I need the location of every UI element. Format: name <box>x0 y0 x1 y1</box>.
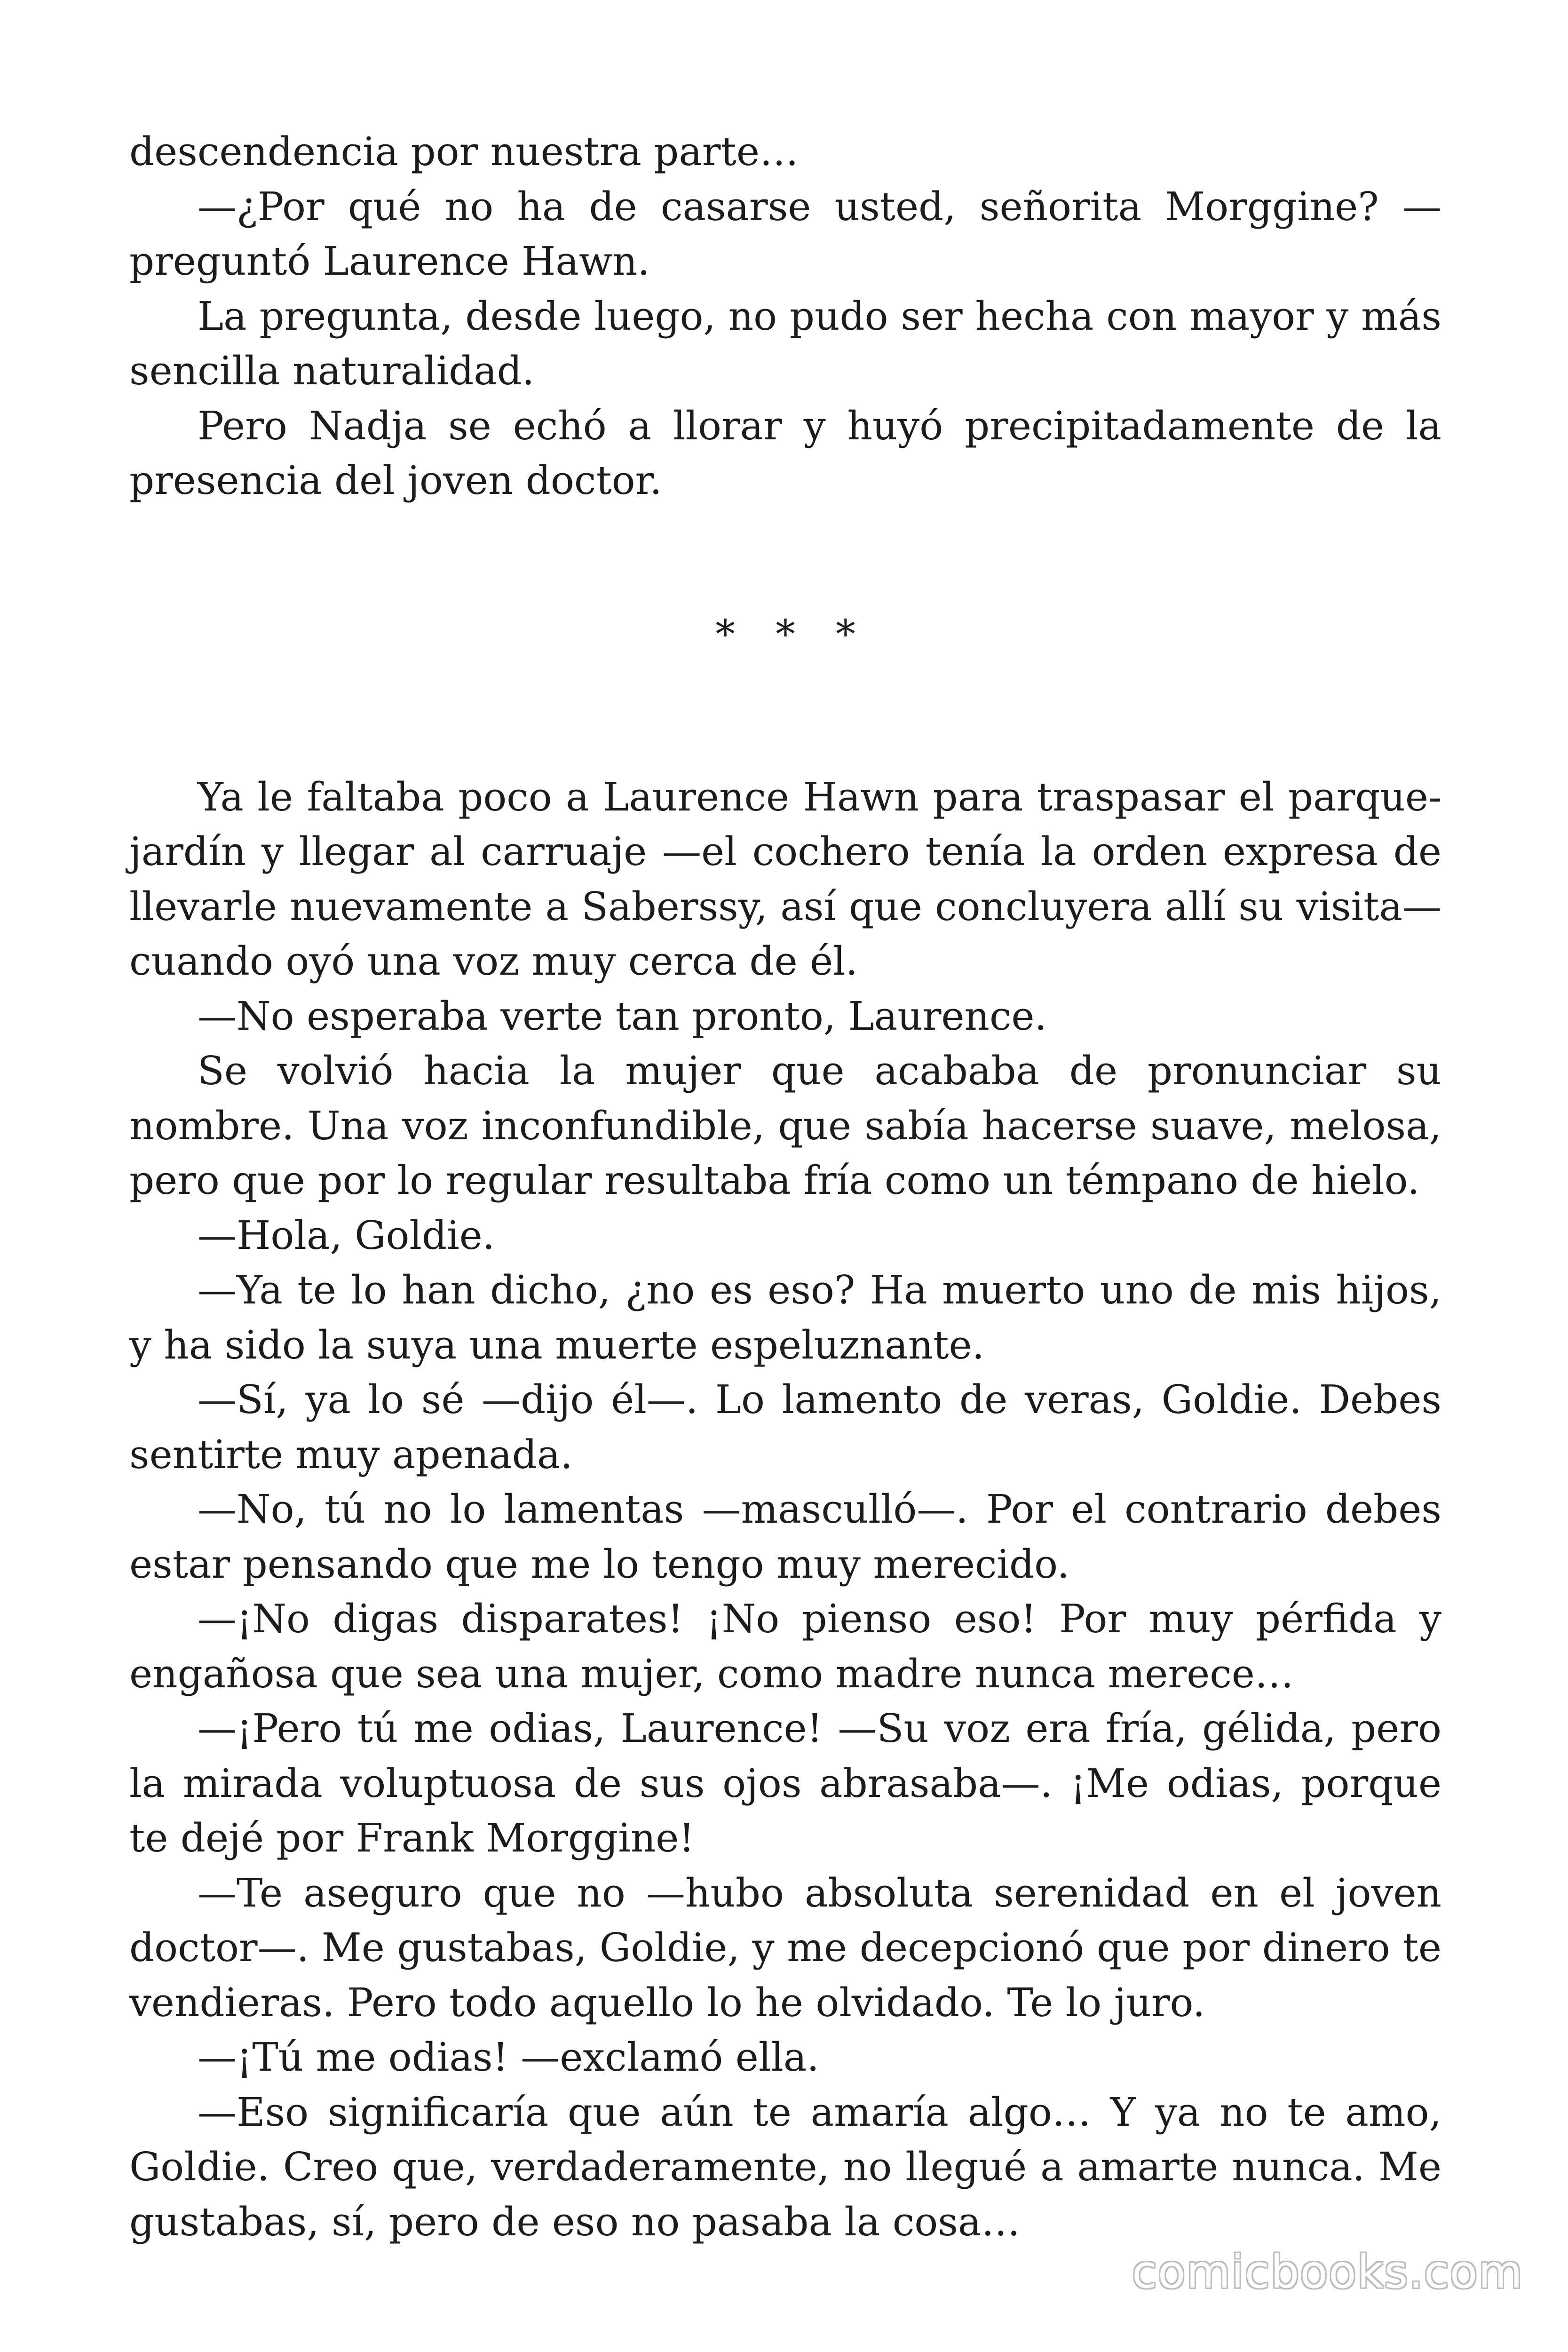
paragraph: Se volvió hacia la mujer que acababa de pronunciar su nombre. Una voz inconfundible, que sabía hacerse suave, melosa, pero que por lo regular resultaba fría como un témpano de hielo. <box>129 1048 1441 1203</box>
paragraph: —¡Tú me odias! —exclamó ella. <box>198 2034 819 2080</box>
paragraph: La pregunta, desde luego, no pudo ser hecha con mayor y más sencilla naturalidad. <box>129 293 1441 394</box>
paragraph: Pero Nadja se echó a llorar y huyó precipitadamente de la presencia del joven doctor. <box>129 403 1441 503</box>
paragraph: —Hola, Goldie. <box>198 1212 495 1258</box>
paragraph: —No esperaba verte tan pronto, Laurence. <box>198 993 1047 1039</box>
paragraph: —¡Pero tú me odias, Laurence! —Su voz era fría, gélida, pero la mirada voluptuosa de sus ojos abrasaba—. ¡Me odias, porque te dejé por Frank Morggine! <box>129 1706 1441 1861</box>
paragraph: Ya le faltaba poco a Laurence Hawn para traspasar el parque-jardín y llegar al carruaje —el cochero tenía la orden expresa de llevarle nuevamente a Saberssy, así que concluyera allí su visita— cuando oyó una voz muy cerca de él. <box>129 774 1441 984</box>
paragraph: —Sí, ya lo sé —dijo él—. Lo lamento de veras, Goldie. Debes sentirte muy apenada. <box>129 1377 1441 1478</box>
page-body <box>129 125 1441 2249</box>
section-separator: * * * <box>715 611 870 657</box>
watermark: comicbooks.com <box>1132 2246 1523 2298</box>
paragraph: —No, tú no lo lamentas —masculló—. Por el contrario debes estar pensando que me lo tengo muy merecido. <box>129 1486 1441 1587</box>
paragraph: —Eso significaría que aún te amaría algo… Y ya no te amo, Goldie. Creo que, verdaderamente, no llegué a amarte nunca. Me gustabas, sí, pero de eso no pasaba la cosa… <box>129 2089 1441 2245</box>
paragraph: —¡No digas disparates! ¡No pienso eso! Por muy pérfida y engañosa que sea una mujer, como madre nunca merece… <box>129 1596 1441 1697</box>
paragraph: —¿Por qué no ha de casarse usted, señorita Morggine? —preguntó Laurence Hawn. <box>129 183 1441 284</box>
paragraph: —Te aseguro que no —hubo absoluta serenidad en el joven doctor—. Me gustabas, Goldie, y me decepcionó que por dinero te vendieras. Pero todo aquello lo he olvidado. Te lo juro. <box>129 1870 1441 2026</box>
paragraph-continuation: descendencia por nuestra parte… <box>129 129 799 175</box>
paragraph: —Ya te lo han dicho, ¿no es eso? Ha muerto uno de mis hijos, y ha sido la suya una muerte espeluznante. <box>129 1267 1441 1368</box>
